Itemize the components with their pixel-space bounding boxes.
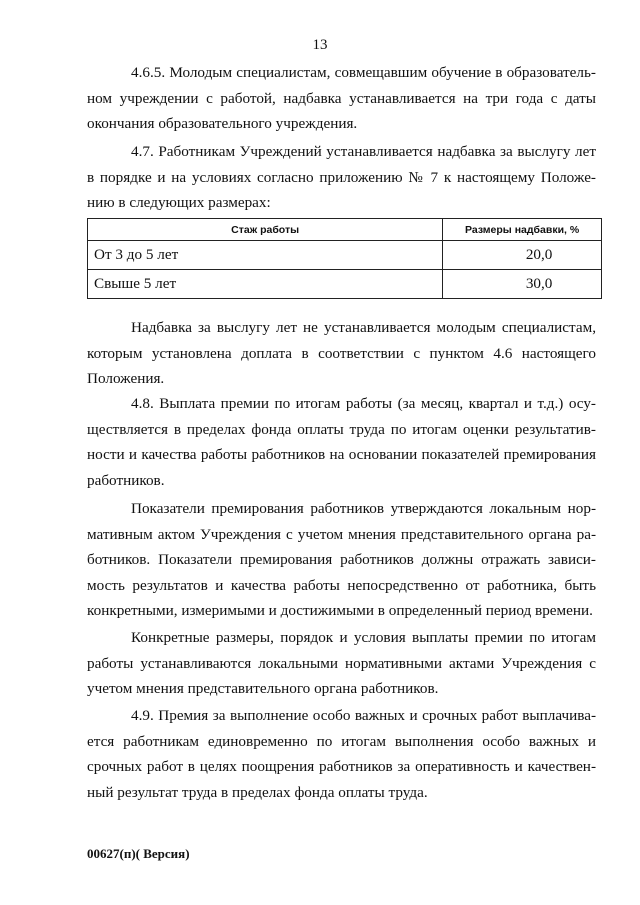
paragraph-bonus-amounts [87,625,596,702]
experience-cell: Свыше 5 лет [88,270,443,299]
text-line: которым установлена доплата в соответствии с пунктом 4.6 настоящего [87,344,596,362]
paragraph-4-8 [87,391,596,493]
text-line: 4.6.5. Молодым специалистам, совмещавшим обучение в образователь- [131,64,596,81]
text-line: ботников. Показатели премирования работников должны отражать зависи- [87,551,596,568]
allowance-cell: 30,0 [443,270,602,299]
allowance-cell: 20,0 [443,241,602,270]
column-header-experience: Стаж работы [88,219,443,241]
page-number: 13 [312,37,328,53]
seniority-allowance-table [87,218,602,299]
text-line: ном учреждении с работой, надбавка устанавливается на три года с даты [87,89,596,107]
text-line: Конкретные размеры, порядок и условия выплаты премии по итогам [131,629,596,646]
text-line: в порядке и на условиях согласно приложению № 7 к настоящему Положе- [87,168,596,186]
text-line: мость результатов и качества работы непосредственно от работника, быть [87,576,596,594]
text-line: 4.8. Выплата премии по итогам работы (за месяц, квартал и т.д.) осу- [131,395,596,412]
text-line: работы устанавливаются локальными нормативными актами Учреждения с [87,654,596,672]
text-line: конкретными, измеримыми и достижимыми в определенный период времени. [87,602,593,619]
text-line: ществляется в пределах фонда оплаты труда по итогам оценки результатив- [87,420,596,438]
text-line: 4.9. Премия за выполнение особо важных и срочных работ выплачива- [131,707,596,724]
text-line: Показатели премирования работников утверждаются локальным нор- [131,500,596,517]
paragraph-young-specialists [87,315,596,392]
text-line: 4.7. Работникам Учреждений устанавливается надбавка за выслугу лет [131,143,596,160]
text-line: Положения. [87,370,165,387]
text-line: нию в следующих размерах: [87,194,271,211]
table-row [88,270,602,299]
table-row [88,241,602,270]
experience-cell: От 3 до 5 лет [88,241,443,270]
document-footer-code: 00627(п)( Версия) [87,846,190,861]
text-line: Надбавка за выслугу лет не устанавливается молодым специалистам, [131,319,596,336]
text-line: ный результат труда в пределах фонда оплаты труда. [87,783,428,801]
paragraph-4-7 [87,139,596,216]
table-header-row [88,219,602,241]
paragraph-4-6-5 [87,60,596,137]
column-header-allowance: Размеры надбавки, % [443,219,602,241]
text-line: срочных работ в целях поощрения работников за оперативность и качествен- [87,758,596,775]
text-line: учетом мнения представительного органа работников. [87,680,439,697]
text-line: ности и качества работы работников на основании показателей премирования [87,446,596,463]
text-line: окончания образовательного учреждения. [87,115,358,132]
text-line: работников. [87,471,165,489]
paragraph-bonus-indicators [87,496,596,624]
paragraph-4-9 [87,703,596,805]
text-line: мативным актом Учреждения с учетом мнения представительного органа ра- [87,525,596,543]
text-line: ется работникам единовременно по итогам выполнения особо важных и [87,732,596,750]
